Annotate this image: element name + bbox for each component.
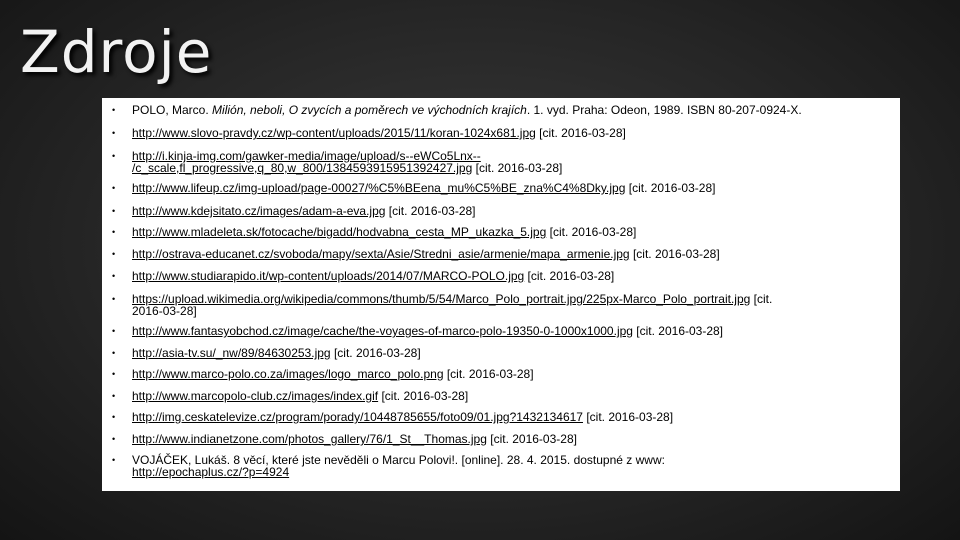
reference-item: • http://img.ceskatelevize.cz/program/porady/10448785655/foto09/01.jpg?1432134617 [cit. 2016-03-28] (112, 410, 674, 424)
bullet: • (112, 128, 116, 138)
reference-link[interactable]: http://www.indianetzone.com/photos_gallery/76/1_St__Thomas.jpg (132, 432, 487, 446)
reference-item: • http://ostrava-educanet.cz/svoboda/mapy/sexta/Asie/Stredni_asie/armenie/mapa_armenie.jpg [cit. 2016-03-28] (112, 247, 720, 261)
bullet: • (112, 412, 116, 422)
reference-link[interactable]: /c_scale,fl_progressive,q_80,w_800/1384593915951392427.jpg (132, 161, 473, 175)
bullet: • (112, 227, 116, 237)
bullet: • (112, 455, 116, 465)
reference-item: • http://www.mladeleta.sk/fotocache/bigadd/hodvabna_cesta_MP_ukazka_5.jpg [cit. 2016-03-28] (112, 225, 637, 239)
reference-item: • http://i.kinja-img.com/gawker-media/image/upload/s--eWCo5Lnx-- /c_scale,fl_progressive,q_80,w_800/1384593915951392427.jpg [cit. 2016-03-28] (112, 149, 563, 175)
reference-link[interactable]: http://www.fantasyobchod.cz/image/cache/the-voyages-of-marco-polo-19350-0-1000x1000.jpg (132, 324, 633, 338)
reference-item: • http://asia-tv.su/_nw/89/84630253.jpg [cit. 2016-03-28] (112, 346, 421, 360)
bullet: • (112, 326, 116, 336)
reference-link[interactable]: http://www.kdejsitato.cz/images/adam-a-eva.jpg (132, 204, 386, 218)
reference-item: • http://www.slovo-pravdy.cz/wp-content/uploads/2015/11/koran-1024x681.jpg [cit. 2016-03-28] (112, 126, 626, 140)
bullet: • (112, 151, 116, 161)
reference-link[interactable]: http://www.mladeleta.sk/fotocache/bigadd/hodvabna_cesta_MP_ukazka_5.jpg (132, 225, 547, 239)
reference-item: • http://www.lifeup.cz/img-upload/page-00027/%C5%BEena_mu%C5%BE_zna%C4%8Dky.jpg [cit. 2016-03-28] (112, 181, 716, 195)
reference-link[interactable]: http://www.marco-polo.co.za/images/logo_marco_polo.png (132, 367, 444, 381)
bullet: • (112, 369, 116, 379)
bullet: • (112, 391, 116, 401)
reference-item: • POLO, Marco. Milión, neboli, O zvycích a poměrech ve východních krajích. 1. vyd. Praha: Odeon, 1989. ISBN 80-207-0924-X. (112, 103, 802, 117)
slide-title: Zdroje (20, 18, 213, 86)
reference-link[interactable]: http://ostrava-educanet.cz/svoboda/mapy/sexta/Asie/Stredni_asie/armenie/mapa_armenie.jpg (132, 247, 630, 261)
reference-link[interactable]: http://img.ceskatelevize.cz/program/porady/10448785655/foto09/01.jpg?1432134617 (132, 410, 583, 424)
reference-link[interactable]: https://upload.wikimedia.org/wikipedia/commons/thumb/5/54/Marco_Polo_portrait.jpg/225px-Marco_Polo_portrait.jpg (132, 292, 751, 306)
references-panel (102, 98, 900, 491)
reference-item: • http://www.marcopolo-club.cz/images/index.gif [cit. 2016-03-28] (112, 389, 469, 403)
reference-link[interactable]: http://i.kinja-img.com/gawker-media/image/upload/s--eWCo5Lnx-- (132, 149, 481, 163)
reference-item: • http://www.kdejsitato.cz/images/adam-a-eva.jpg [cit. 2016-03-28] (112, 204, 476, 218)
bullet: • (112, 249, 116, 259)
reference-link[interactable]: http://asia-tv.su/_nw/89/84630253.jpg (132, 346, 331, 360)
reference-item: • http://www.studiarapido.it/wp-content/uploads/2014/07/MARCO-POLO.jpg [cit. 2016-03-28] (112, 269, 615, 283)
reference-item: • VOJÁČEK, Lukáš. 8 věcí, které jste nevěděli o Marcu Polovi!. [online]. 28. 4. 2015. dostupné z www: http://epochaplus.cz/?p=4924 (112, 453, 665, 479)
bullet: • (112, 206, 116, 216)
bullet: • (112, 434, 116, 444)
reference-link[interactable]: http://epochaplus.cz/?p=4924 (132, 465, 290, 479)
reference-link[interactable]: http://www.studiarapido.it/wp-content/uploads/2014/07/MARCO-POLO.jpg (132, 269, 525, 283)
bullet: • (112, 348, 116, 358)
reference-item: • https://upload.wikimedia.org/wikipedia/commons/thumb/5/54/Marco_Polo_portrait.jpg/225px-Marco_Polo_portrait.jpg [cit. 2016-03-28] (112, 292, 773, 318)
bullet: • (112, 271, 116, 281)
reference-link[interactable]: http://www.slovo-pravdy.cz/wp-content/uploads/2015/11/koran-1024x681.jpg (132, 126, 536, 140)
reference-link[interactable]: http://www.lifeup.cz/img-upload/page-00027/%C5%BEena_mu%C5%BE_zna%C4%8Dky.jpg (132, 181, 626, 195)
reference-item: • http://www.indianetzone.com/photos_gallery/76/1_St__Thomas.jpg [cit. 2016-03-28] (112, 432, 577, 446)
reference-link[interactable]: http://www.marcopolo-club.cz/images/index.gif (132, 389, 379, 403)
bullet: • (112, 105, 116, 115)
bullet: • (112, 183, 116, 193)
reference-item: • http://www.marco-polo.co.za/images/logo_marco_polo.png [cit. 2016-03-28] (112, 367, 534, 381)
bullet: • (112, 294, 116, 304)
reference-item: • http://www.fantasyobchod.cz/image/cache/the-voyages-of-marco-polo-19350-0-1000x1000.jpg [cit. 2016-03-28] (112, 324, 724, 338)
